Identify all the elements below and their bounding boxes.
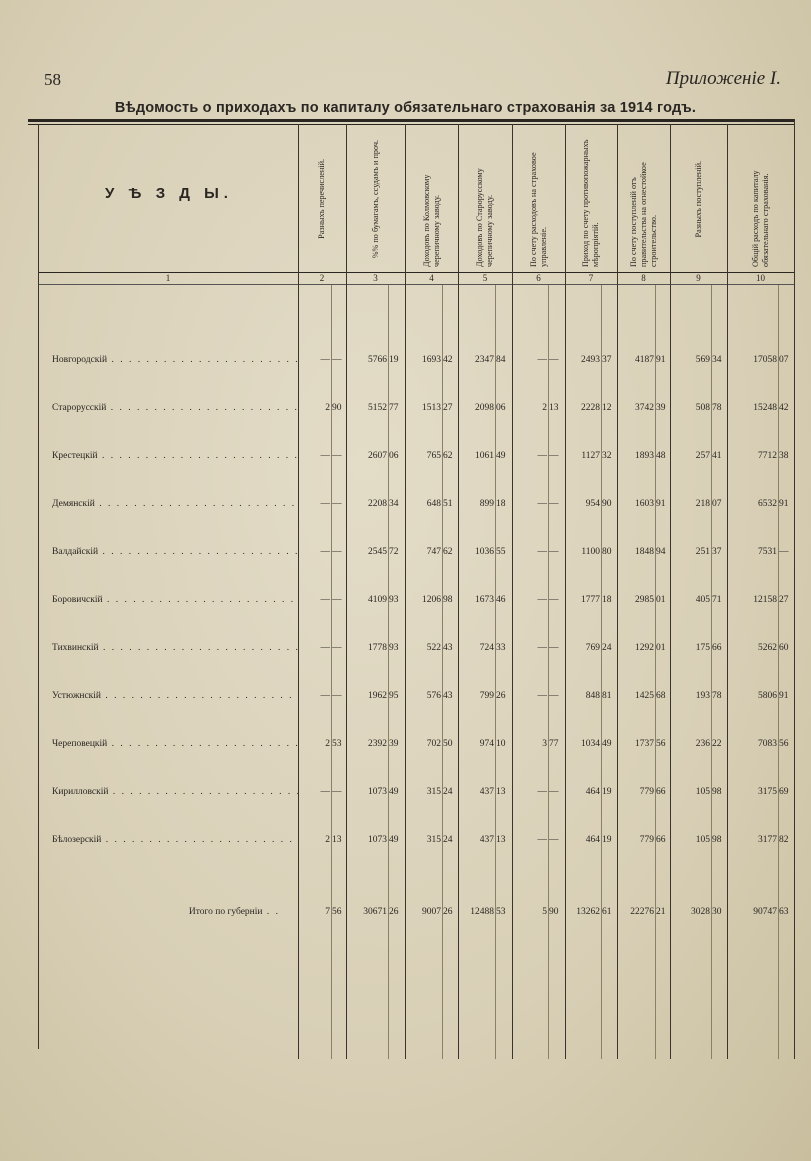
cell-c6-rubles: — (537, 451, 547, 461)
uezd-name: Череповецкій . . . (52, 736, 298, 752)
cell-c4-rubles: 522 (426, 643, 441, 653)
table-row (0, 496, 811, 512)
table-row (0, 592, 811, 608)
table-row (0, 400, 811, 416)
cell-c9-rubles: 405 (695, 595, 710, 605)
cell-c2-rubles: — (320, 691, 330, 701)
cell-c9-rubles: 218 (695, 499, 710, 509)
cell-c6-kopecks: — (549, 691, 559, 701)
cell-c5-rubles: 2098 (475, 403, 494, 413)
cell-c2-kopecks: — (332, 499, 342, 509)
cell-c4-rubles: 1693 (422, 355, 441, 365)
cell-c6-rubles: — (537, 595, 547, 605)
cell-c9-kopecks: 22 (712, 739, 722, 749)
cell-c8-kopecks: 91 (656, 355, 666, 365)
column-header-4: Доходовъ по Колмовскому черепичному заводу. (421, 174, 441, 267)
cell-c8-kopecks: 66 (656, 787, 666, 797)
uezd-name: Тихвинскій . . . (52, 640, 298, 656)
cell-c2-kopecks: — (332, 451, 342, 461)
uezd-name: Валдайскій . . . (52, 544, 298, 560)
cell-c2-rubles: — (320, 643, 330, 653)
cell-c3-rubles: 2208 (368, 499, 387, 509)
cell-c9-kopecks: 37 (712, 547, 722, 557)
cell-c10-rubles: 5262 (758, 643, 777, 653)
cell-c6-rubles: 5 (542, 907, 547, 917)
table-row (0, 832, 811, 848)
cell-c4-kopecks: 26 (443, 907, 453, 917)
top-rule-thin (28, 124, 794, 125)
cell-c8-rubles: 1292 (635, 643, 654, 653)
cell-c7-kopecks: 61 (602, 907, 612, 917)
cell-c10-rubles: 6532 (758, 499, 777, 509)
cell-c5-rubles: 437 (479, 835, 494, 845)
cell-c7-rubles: 464 (585, 835, 600, 845)
cell-c3-kopecks: 19 (389, 355, 399, 365)
cell-c10-rubles: 7083 (758, 739, 777, 749)
cell-c5-rubles: 1673 (475, 595, 494, 605)
cell-c4-kopecks: 62 (443, 451, 453, 461)
table-row (0, 784, 811, 800)
cell-c9-rubles: 105 (695, 835, 710, 845)
column-number: 9 (696, 273, 701, 283)
cell-c2-kopecks: 56 (332, 907, 342, 917)
cell-c6-rubles: — (537, 835, 547, 845)
cell-c3-rubles: 1073 (368, 787, 387, 797)
cell-c2-kopecks: — (332, 787, 342, 797)
cell-c2-rubles: — (320, 547, 330, 557)
cell-c4-kopecks: 98 (443, 595, 453, 605)
column-number: 3 (373, 273, 378, 283)
cell-c9-rubles: 251 (695, 547, 710, 557)
cell-c4-kopecks: 43 (443, 691, 453, 701)
cell-c5-kopecks: 26 (496, 691, 506, 701)
cell-c9-rubles: 236 (695, 739, 710, 749)
cell-c7-kopecks: 81 (602, 691, 612, 701)
cell-c8-rubles: 3742 (635, 403, 654, 413)
column-header-9: Разныхъ поступленій. (693, 160, 703, 238)
cell-c10-rubles: 3177 (758, 835, 777, 845)
cell-c6-rubles: — (537, 643, 547, 653)
column-number: 1 (165, 273, 171, 283)
column-header-3: %% по бумагамъ, ссудамъ и проч. (370, 139, 380, 259)
cell-c2-kopecks: — (332, 595, 342, 605)
cell-c8-rubles: 1425 (635, 691, 654, 701)
cell-c5-kopecks: 53 (496, 907, 506, 917)
cell-c6-rubles: 3 (542, 739, 547, 749)
cell-c9-kopecks: 98 (712, 787, 722, 797)
cell-c3-rubles: 30671 (363, 907, 387, 917)
cell-c9-kopecks: 78 (712, 691, 722, 701)
cell-c9-rubles: 193 (695, 691, 710, 701)
cell-c2-rubles: — (320, 451, 330, 461)
cell-c4-kopecks: 51 (443, 499, 453, 509)
cell-c8-kopecks: 48 (656, 451, 666, 461)
cell-c9-kopecks: 07 (712, 499, 722, 509)
cell-c4-rubles: 1513 (422, 403, 441, 413)
cell-c3-kopecks: 93 (389, 595, 399, 605)
cell-c3-rubles: 4109 (368, 595, 387, 605)
cell-c7-rubles: 1100 (581, 547, 600, 557)
cell-c4-kopecks: 42 (443, 355, 453, 365)
cell-c6-rubles: 2 (542, 403, 547, 413)
cell-c3-rubles: 1778 (368, 643, 387, 653)
cell-c3-kopecks: 49 (389, 835, 399, 845)
cell-c2-kopecks: — (332, 691, 342, 701)
cell-c3-kopecks: 39 (389, 739, 399, 749)
column-header-uezdy: У Ѣ З Д Ы. (105, 185, 233, 202)
cell-c5-kopecks: 46 (496, 595, 506, 605)
cell-c6-kopecks: — (549, 499, 559, 509)
uezd-name: Демянскій . . . (52, 496, 298, 512)
cell-c7-rubles: 2493 (581, 355, 600, 365)
cell-c8-kopecks: 94 (656, 547, 666, 557)
cell-c6-kopecks: 13 (549, 403, 559, 413)
cell-c6-kopecks: — (549, 835, 559, 845)
cell-c4-kopecks: 24 (443, 835, 453, 845)
cell-c2-rubles: 2 (325, 835, 330, 845)
cell-c7-kopecks: 80 (602, 547, 612, 557)
cell-c3-kopecks: 26 (389, 907, 399, 917)
cell-c8-rubles: 779 (639, 835, 654, 845)
cell-c7-rubles: 769 (585, 643, 600, 653)
cell-c5-kopecks: 84 (496, 355, 506, 365)
cell-c9-kopecks: 34 (712, 355, 722, 365)
top-rule (28, 119, 794, 122)
cell-c2-rubles: — (320, 499, 330, 509)
cell-c9-rubles: 105 (695, 787, 710, 797)
cell-c8-rubles: 779 (639, 787, 654, 797)
cell-c4-rubles: 747 (426, 547, 441, 557)
cell-c6-kopecks: 90 (549, 907, 559, 917)
cell-c9-kopecks: 66 (712, 643, 722, 653)
cell-c7-rubles: 2228 (581, 403, 600, 413)
uezd-name: Кирилловскій . . . (52, 784, 298, 800)
cell-c6-kopecks: — (549, 643, 559, 653)
cell-c3-kopecks: 95 (389, 691, 399, 701)
cell-c6-rubles: — (537, 547, 547, 557)
cell-c2-kopecks: 13 (332, 835, 342, 845)
cell-c2-rubles: 2 (325, 739, 330, 749)
cell-c9-kopecks: 41 (712, 451, 722, 461)
cell-c6-kopecks: — (549, 595, 559, 605)
cell-c2-rubles: — (320, 355, 330, 365)
cell-c5-rubles: 724 (479, 643, 494, 653)
cell-c10-kopecks: 38 (779, 451, 789, 461)
cell-c7-rubles: 1777 (581, 595, 600, 605)
cell-c7-kopecks: 32 (602, 451, 612, 461)
cell-c5-kopecks: 49 (496, 451, 506, 461)
cell-c8-rubles: 1603 (635, 499, 654, 509)
cell-c9-rubles: 257 (695, 451, 710, 461)
cell-c5-rubles: 1061 (475, 451, 494, 461)
uezd-name: Устюжнскій . . . (52, 688, 298, 704)
cell-c3-rubles: 2607 (368, 451, 387, 461)
cell-c10-rubles: 90747 (753, 907, 777, 917)
cell-c8-kopecks: 21 (656, 907, 666, 917)
cell-c3-kopecks: 34 (389, 499, 399, 509)
column-header-10: Общій расходъ по капиталу обязательнаго страхованія. (750, 170, 770, 267)
cell-c3-kopecks: 93 (389, 643, 399, 653)
cell-c10-kopecks: 07 (779, 355, 789, 365)
cell-c5-kopecks: 13 (496, 835, 506, 845)
cell-c7-kopecks: 24 (602, 643, 612, 653)
uezd-name: Старорусскій . . . (52, 400, 298, 416)
cell-c10-rubles: 17058 (753, 355, 777, 365)
cell-c10-rubles: 7531 (758, 547, 777, 557)
cell-c3-kopecks: 49 (389, 787, 399, 797)
cell-c4-kopecks: 62 (443, 547, 453, 557)
cell-c2-rubles: — (320, 595, 330, 605)
cell-c7-kopecks: 19 (602, 787, 612, 797)
table-row (0, 448, 811, 464)
cell-c2-kopecks: — (332, 355, 342, 365)
column-number: 2 (319, 273, 325, 283)
cell-c7-kopecks: 12 (602, 403, 612, 413)
cell-c6-kopecks: — (549, 355, 559, 365)
cell-c7-rubles: 848 (585, 691, 600, 701)
cell-c6-kopecks: — (549, 787, 559, 797)
cell-c10-kopecks: 63 (779, 907, 789, 917)
cell-c5-kopecks: 55 (496, 547, 506, 557)
uezd-name: Боровичскій . . . (52, 592, 298, 608)
cell-c2-rubles: 7 (325, 907, 330, 917)
column-number-rule (38, 284, 794, 285)
cell-c8-kopecks: 56 (656, 739, 666, 749)
column-header-6: По счету расходовъ на страховое управленіе. (528, 152, 548, 267)
cell-c8-kopecks: 91 (656, 499, 666, 509)
cell-c10-rubles: 12158 (753, 595, 777, 605)
cell-c9-kopecks: 98 (712, 835, 722, 845)
cell-c10-kopecks: 82 (779, 835, 789, 845)
column-header-7: Приход по счету противопожарныхъ мѣропріятій. (581, 139, 600, 267)
cell-c10-kopecks: 56 (779, 739, 789, 749)
column-number: 7 (588, 273, 594, 283)
column-number: 8 (641, 273, 646, 283)
cell-c3-rubles: 2392 (368, 739, 387, 749)
cell-c7-kopecks: 18 (602, 595, 612, 605)
cell-c4-rubles: 702 (426, 739, 441, 749)
cell-c5-kopecks: 10 (496, 739, 506, 749)
column-number: 10 (756, 273, 765, 283)
cell-c5-kopecks: 18 (496, 499, 506, 509)
cell-c7-rubles: 464 (585, 787, 600, 797)
cell-c6-rubles: — (537, 787, 547, 797)
uezd-name: Крестецкій . . . (52, 448, 298, 464)
cell-c7-kopecks: 37 (602, 355, 612, 365)
cell-c2-kopecks: 53 (332, 739, 342, 749)
cell-c10-kopecks: 91 (779, 499, 789, 509)
cell-c6-rubles: — (537, 355, 547, 365)
column-header-5: Доходовъ по Старорусскому черепичному заводу. (475, 168, 494, 267)
table-row (0, 640, 811, 656)
cell-c9-kopecks: 30 (712, 907, 722, 917)
cell-c5-kopecks: 06 (496, 403, 506, 413)
table-total-row (0, 904, 811, 920)
cell-c2-kopecks: 90 (332, 403, 342, 413)
cell-c5-rubles: 974 (479, 739, 494, 749)
table-row (0, 736, 811, 752)
cell-c5-rubles: 899 (479, 499, 494, 509)
cell-c3-rubles: 2545 (368, 547, 387, 557)
column-number: 4 (429, 273, 434, 283)
cell-c7-rubles: 1034 (581, 739, 600, 749)
uezd-name: Новгородскій . . . (52, 352, 298, 368)
cell-c7-kopecks: 19 (602, 835, 612, 845)
cell-c4-rubles: 765 (426, 451, 441, 461)
cell-c2-kopecks: — (332, 547, 342, 557)
cell-c8-rubles: 2985 (635, 595, 654, 605)
table-row (0, 352, 811, 368)
uezd-name: Бѣлозерскій . . . (52, 832, 298, 848)
column-header-8: По счету поступленій отъ правительства на огнестойкое строительство. (628, 162, 658, 267)
cell-c9-kopecks: 78 (712, 403, 722, 413)
cell-c9-rubles: 175 (695, 643, 710, 653)
cell-c3-rubles: 5766 (368, 355, 387, 365)
cell-c5-rubles: 1036 (475, 547, 494, 557)
appendix-label: Приложеніе I. (665, 68, 781, 89)
cell-c10-rubles: 5806 (758, 691, 777, 701)
cell-c4-kopecks: 27 (443, 403, 453, 413)
cell-c5-kopecks: 33 (496, 643, 506, 653)
cell-c5-rubles: 2347 (475, 355, 494, 365)
cell-c10-rubles: 7712 (758, 451, 777, 461)
cell-c7-rubles: 1127 (581, 451, 600, 461)
cell-c8-kopecks: 01 (656, 595, 666, 605)
cell-c4-kopecks: 50 (443, 739, 453, 749)
cell-c8-rubles: 1848 (635, 547, 654, 557)
cell-c8-kopecks: 39 (656, 403, 666, 413)
total-label: Итого по губерніи . . (40, 904, 298, 920)
cell-c10-rubles: 15248 (753, 403, 777, 413)
cell-c10-rubles: 3175 (758, 787, 777, 797)
cell-c9-rubles: 569 (695, 355, 710, 365)
cell-c3-kopecks: 77 (389, 403, 399, 413)
table-title: Вѣдомость о приходахъ по капиталу обязательнаго страхованія за 1914 годъ. (114, 100, 697, 116)
cell-c4-rubles: 315 (426, 787, 441, 797)
cell-c9-rubles: 508 (695, 403, 710, 413)
cell-c8-rubles: 1893 (635, 451, 654, 461)
cell-c8-kopecks: 68 (656, 691, 666, 701)
cell-c2-rubles: — (320, 787, 330, 797)
cell-c5-rubles: 799 (479, 691, 494, 701)
column-number: 5 (482, 273, 488, 283)
cell-c3-rubles: 1073 (368, 835, 387, 845)
cell-c4-rubles: 315 (426, 835, 441, 845)
cell-c3-rubles: 5152 (368, 403, 387, 413)
cell-c4-rubles: 1206 (422, 595, 441, 605)
cell-c3-rubles: 1962 (368, 691, 387, 701)
cell-c6-kopecks: — (549, 451, 559, 461)
cell-c7-rubles: 13262 (576, 907, 600, 917)
cell-c10-kopecks: 27 (779, 595, 789, 605)
cell-c8-rubles: 4187 (635, 355, 654, 365)
cell-c4-kopecks: 43 (443, 643, 453, 653)
page-number: 58 (44, 70, 61, 89)
cell-c5-rubles: 12488 (470, 907, 494, 917)
cell-c6-kopecks: — (549, 547, 559, 557)
cell-c6-rubles: — (537, 499, 547, 509)
cell-c4-rubles: 648 (426, 499, 441, 509)
table-row (0, 688, 811, 704)
cell-c7-rubles: 954 (585, 499, 600, 509)
cell-c4-rubles: 576 (426, 691, 441, 701)
cell-c10-kopecks: 42 (779, 403, 789, 413)
cell-c6-rubles: — (537, 691, 547, 701)
cell-c8-kopecks: 01 (656, 643, 666, 653)
cell-c4-kopecks: 24 (443, 787, 453, 797)
cell-c3-kopecks: 06 (389, 451, 399, 461)
cell-c7-kopecks: 49 (602, 739, 612, 749)
cell-c10-kopecks: — (779, 547, 789, 557)
cell-c7-kopecks: 90 (602, 499, 612, 509)
cell-c5-kopecks: 13 (496, 787, 506, 797)
cell-c5-rubles: 437 (479, 787, 494, 797)
cell-c2-kopecks: — (332, 643, 342, 653)
cell-c8-kopecks: 66 (656, 835, 666, 845)
cell-c9-kopecks: 71 (712, 595, 722, 605)
cell-c4-rubles: 9007 (422, 907, 441, 917)
cell-c10-kopecks: 69 (779, 787, 789, 797)
cell-c8-rubles: 1737 (635, 739, 654, 749)
cell-c9-rubles: 3028 (691, 907, 710, 917)
cell-c6-kopecks: 77 (549, 739, 559, 749)
column-header-2: Разныхъ перечисленій. (317, 159, 326, 239)
cell-c3-kopecks: 72 (389, 547, 399, 557)
cell-c2-rubles: 2 (325, 403, 330, 413)
column-number: 6 (536, 273, 541, 283)
cell-c10-kopecks: 91 (779, 691, 789, 701)
cell-c10-kopecks: 60 (779, 643, 789, 653)
cell-c8-rubles: 22276 (630, 907, 654, 917)
table-row (0, 544, 811, 560)
